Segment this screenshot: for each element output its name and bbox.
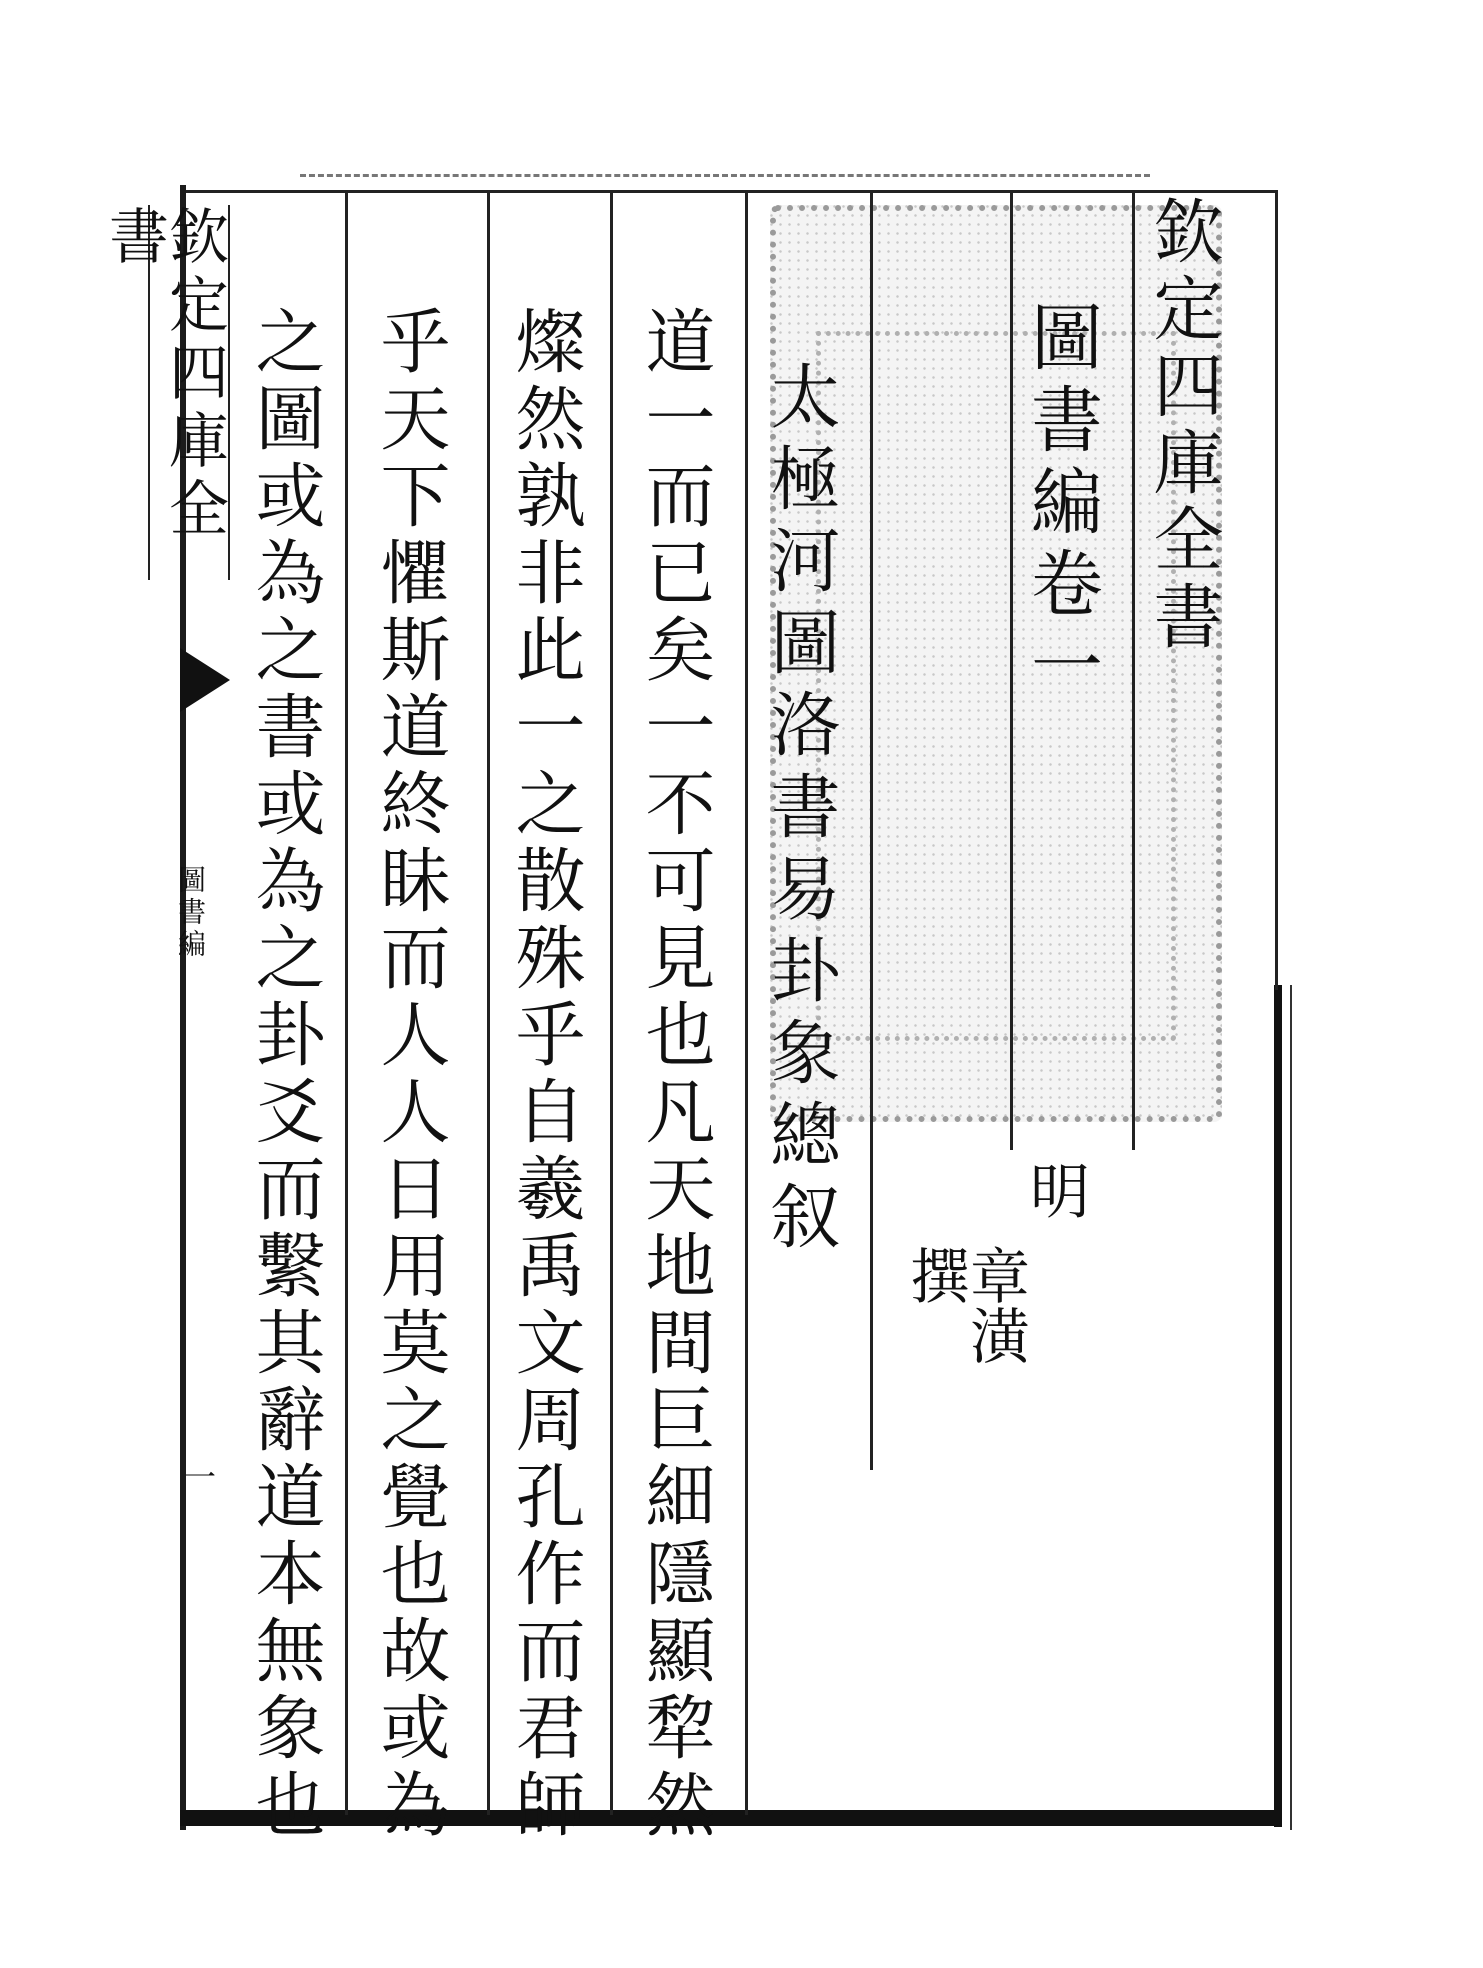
section-title: 太極河圖洛書易卦象總叙 — [759, 360, 841, 1262]
edge-book-title: 圖書編 — [174, 865, 207, 961]
author-name: 章潢 — [960, 1245, 1030, 1365]
column-rule — [487, 190, 490, 1815]
column-rule — [610, 190, 613, 1815]
edge-page-number: 一 — [179, 1460, 217, 1492]
column-rule — [870, 190, 873, 1470]
column-rule — [1275, 190, 1278, 990]
right-border — [1274, 985, 1282, 1827]
edge-collection-title: 欽定四庫全書 — [148, 205, 230, 580]
column-rule — [1010, 190, 1013, 1150]
column-rule — [745, 190, 748, 1815]
text-column: 乎天下懼斯道終眛而人人日用莫之覺也故或為 — [369, 305, 451, 1845]
text-column: 燦然孰非此一之散殊乎自羲禹文周孔作而君師 — [504, 305, 586, 1845]
text-column: 道一而已矣一不可見也凡天地間巨細隱顯犂然 — [634, 305, 716, 1845]
volume-title: 圖書編卷一 — [1019, 300, 1103, 710]
top-dashed-border — [300, 174, 1150, 177]
text-column: 之圖或為之書或為之卦爻而繫其辭道本無象也 — [244, 305, 326, 1845]
author-role: 撰 — [900, 1245, 970, 1305]
author-line — [900, 1160, 1090, 1365]
fish-tail-mark — [180, 648, 230, 712]
column-rule — [345, 190, 348, 1815]
column-rule — [1132, 190, 1135, 1150]
author-dynasty: 明 — [1020, 1160, 1090, 1220]
collection-title: 欽定四庫全書 — [1142, 195, 1224, 657]
right-border-inner — [1290, 985, 1292, 1830]
